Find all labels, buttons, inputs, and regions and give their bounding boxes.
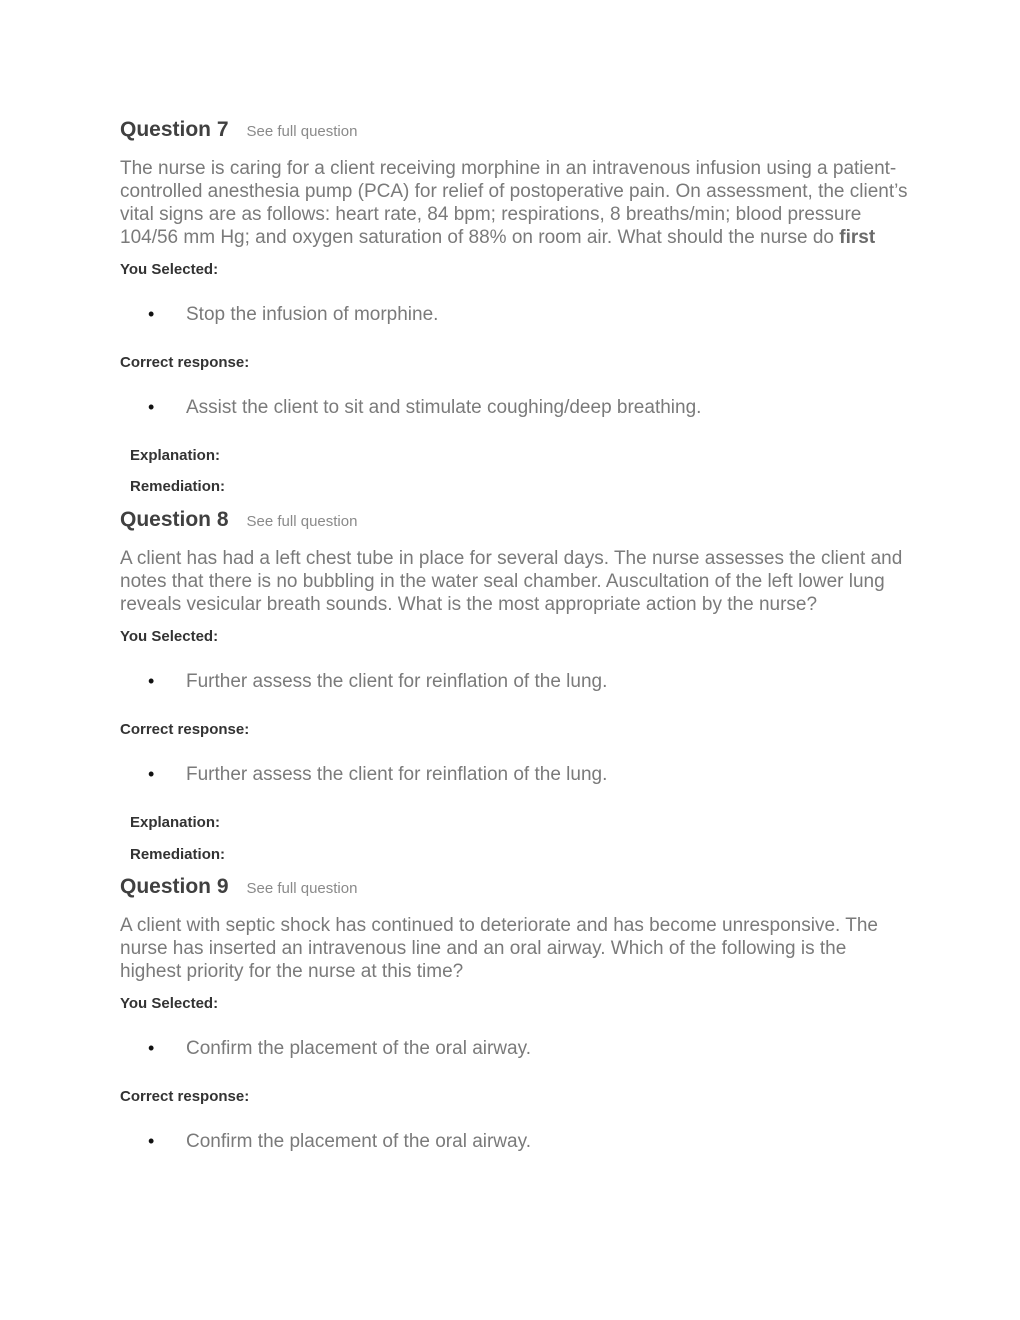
correct-answer-text: Further assess the client for reinflation of the lung.	[186, 763, 608, 785]
see-full-question-link[interactable]: See full question	[246, 123, 358, 140]
see-full-question-link[interactable]: See full question	[246, 513, 358, 530]
question-block-7	[120, 118, 910, 496]
see-full-question-link[interactable]: See full question	[246, 880, 358, 897]
bullet-icon: •	[148, 1131, 155, 1151]
correct-answer-text: Confirm the placement of the oral airway.	[186, 1130, 531, 1152]
remediation-label: Remediation:	[130, 478, 226, 495]
correct-answer	[120, 1130, 910, 1153]
selected-answer-text: Confirm the placement of the oral airway.	[186, 1037, 531, 1059]
bullet-icon: •	[148, 671, 155, 691]
quiz-review-page	[120, 118, 910, 1181]
remediation-label: Remediation:	[130, 846, 226, 863]
question-header	[120, 118, 910, 147]
correct-response-label: Correct response:	[120, 354, 250, 371]
correct-response-label: Correct response:	[120, 1088, 250, 1105]
question-text-emphasis: first	[839, 227, 876, 248]
question-header	[120, 508, 910, 537]
question-title: Question 7	[120, 118, 229, 141]
question-title: Question 8	[120, 508, 229, 531]
selected-answer	[120, 670, 910, 693]
bullet-icon: •	[148, 764, 155, 784]
explanation-label: Explanation:	[130, 814, 221, 831]
question-title: Question 9	[120, 875, 229, 898]
question-text: A client with septic shock has continued to deteriorate and has become unresponsive. The nurse has inserted an intravenous line and an oral airway. Which of the following is the highest priority for the nurse at this time?	[120, 915, 878, 982]
correct-answer-text: Assist the client to sit and stimulate coughing/deep breathing.	[186, 396, 702, 418]
question-block-8	[120, 508, 910, 864]
bullet-icon: •	[148, 397, 155, 417]
question-text	[120, 157, 910, 249]
question-header	[120, 875, 910, 904]
selected-answer-text: Further assess the client for reinflation of the lung.	[186, 670, 608, 692]
selected-answer	[120, 303, 910, 326]
correct-answer	[120, 396, 910, 419]
you-selected-label: You Selected:	[120, 995, 219, 1012]
question-block-9	[120, 875, 910, 1153]
correct-response-label: Correct response:	[120, 721, 250, 738]
selected-answer-text: Stop the infusion of morphine.	[186, 303, 439, 325]
you-selected-label: You Selected:	[120, 628, 219, 645]
selected-answer	[120, 1037, 910, 1060]
correct-answer	[120, 763, 910, 786]
you-selected-label: You Selected:	[120, 261, 219, 278]
bullet-icon: •	[148, 304, 155, 324]
question-text-body: The nurse is caring for a client receiving morphine in an intravenous infusion using a patient-controlled anesthesia pump (PCA) for relief of postoperative pain. On assessment, the client’s vital signs are as follows: heart rate, 84 bpm; respirations, 8 breaths/min; blood pressure 104/56 mm Hg; and oxygen saturation of 88% on room air. What should the nurse do	[120, 158, 908, 248]
explanation-label: Explanation:	[130, 447, 221, 464]
question-text: A client has had a left chest tube in place for several days. The nurse assesses the client and notes that there is no bubbling in the water seal chamber. Auscultation of the left lower lung reveals vesicular breath sounds. What is the most appropriate action by the nurse?	[120, 548, 903, 615]
bullet-icon: •	[148, 1038, 155, 1058]
